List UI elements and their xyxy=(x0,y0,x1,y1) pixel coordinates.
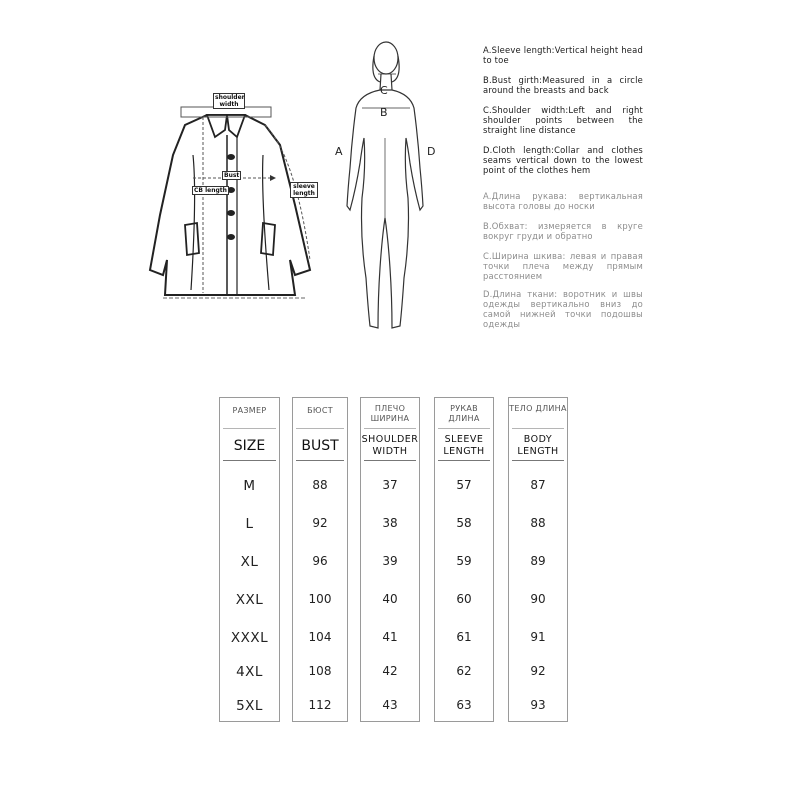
measurement-cell: 88 xyxy=(530,516,546,530)
size-table-column xyxy=(360,397,420,722)
measurement-cell: 92 xyxy=(312,516,328,530)
size-table-column xyxy=(219,397,280,722)
cb-length-label: CB length xyxy=(194,187,227,194)
shoulder-width-label: shoulder width xyxy=(215,94,245,108)
measurement-cell: 63 xyxy=(456,698,472,712)
figure-letter-c: C xyxy=(380,84,388,97)
column-header-ru: РУКАВ ДЛИНА xyxy=(448,404,480,423)
measurement-cell: 60 xyxy=(456,592,472,606)
sleeve-length-label: sleeve length xyxy=(290,182,318,198)
measurement-cell: 90 xyxy=(530,592,546,606)
size-cell: 5XL xyxy=(236,698,263,714)
description-shoulder-width-en: C.Shoulder width:Left and right shoulder points between the straight line distance xyxy=(483,105,643,135)
size-table-column xyxy=(434,397,494,722)
measurement-cell: 40 xyxy=(382,592,398,606)
header-divider xyxy=(296,428,344,429)
size-table-column xyxy=(508,397,568,722)
body-figure-illustration xyxy=(330,38,440,338)
measurement-cell: 92 xyxy=(530,664,546,678)
jacket-body xyxy=(150,115,310,295)
size-cell: M xyxy=(243,478,256,494)
measurement-cell: 41 xyxy=(382,630,398,644)
measurement-cell: 57 xyxy=(456,478,472,492)
measurement-cell: 91 xyxy=(530,630,546,644)
button-icon xyxy=(227,234,235,240)
measurement-cell: 108 xyxy=(308,664,332,678)
measurement-cell: 87 xyxy=(530,478,546,492)
column-header-ru: ПЛЕЧО ШИРИНА xyxy=(370,404,410,423)
measurement-cell: 104 xyxy=(308,630,332,644)
header-divider xyxy=(438,428,490,429)
column-header-en: BODY LENGTH xyxy=(517,434,559,457)
figure-letter-b: B xyxy=(380,106,388,119)
measurement-cell: 112 xyxy=(308,698,332,712)
header-divider xyxy=(438,460,490,461)
button-icon xyxy=(227,210,235,216)
size-cell: 4XL xyxy=(236,664,263,680)
header-divider xyxy=(364,460,416,461)
size-cell: XL xyxy=(240,554,259,570)
measurement-cell: 100 xyxy=(308,592,332,606)
description-bust-girth-en: B.Bust girth:Measured in a circle around the breasts and back xyxy=(483,75,643,95)
description-cloth-length-en: D.Cloth length:Collar and clothes seams vertical down to the lowest point of the clothes hem xyxy=(483,145,643,175)
measurement-cell: 96 xyxy=(312,554,328,568)
figure-letter-d: D xyxy=(427,145,436,158)
description-bust-girth-ru: B.Обхват: измеряется в круге вокруг груди и обратно xyxy=(483,221,643,241)
measurement-cell: 88 xyxy=(312,478,328,492)
header-divider xyxy=(223,428,276,429)
size-cell: XXXL xyxy=(230,630,269,646)
figure-letter-a: A xyxy=(335,145,343,158)
measurement-cell: 62 xyxy=(456,664,472,678)
button-icon xyxy=(227,154,235,160)
header-divider xyxy=(364,428,416,429)
header-divider xyxy=(512,428,564,429)
bust-label: Bust xyxy=(224,172,240,179)
description-sleeve-length-en: A.Sleeve length:Vertical height head to toe xyxy=(483,45,643,65)
size-cell: L xyxy=(245,516,254,532)
column-header-ru: ТЕЛО ДЛИНА xyxy=(509,404,567,413)
header-divider xyxy=(512,460,564,461)
column-header-en: SHOULDER WIDTH xyxy=(361,434,419,457)
measurement-cell: 61 xyxy=(456,630,472,644)
column-header-en: SIZE xyxy=(233,438,266,454)
header-divider xyxy=(223,460,276,461)
measurement-cell: 42 xyxy=(382,664,398,678)
column-header-en: SLEEVE LENGTH xyxy=(443,434,485,457)
measurement-cell: 93 xyxy=(530,698,546,712)
column-header-ru: БЮСТ xyxy=(307,406,333,415)
measurement-cell: 37 xyxy=(382,478,398,492)
description-cloth-length-ru: D.Длина ткани: воротник и швы одежды вертикально вниз до самой нижней точки подошвы одежды xyxy=(483,289,643,329)
measurement-cell: 89 xyxy=(530,554,546,568)
description-shoulder-width-ru: C.Ширина шкива: левая и правая точки плеча между прямым расстоянием xyxy=(483,251,643,281)
size-table-column xyxy=(292,397,348,722)
description-sleeve-length-ru: A.Длина рукава: вертикальная высота головы до носки xyxy=(483,191,643,211)
measurement-cell: 38 xyxy=(382,516,398,530)
column-header-en: BUST xyxy=(301,438,339,454)
column-header-ru: РАЗМЕР xyxy=(232,406,267,415)
size-cell: XXL xyxy=(235,592,264,608)
header-divider xyxy=(296,460,344,461)
measurement-cell: 58 xyxy=(456,516,472,530)
measurement-cell: 59 xyxy=(456,554,472,568)
measurement-cell: 43 xyxy=(382,698,398,712)
measurement-cell: 39 xyxy=(382,554,398,568)
